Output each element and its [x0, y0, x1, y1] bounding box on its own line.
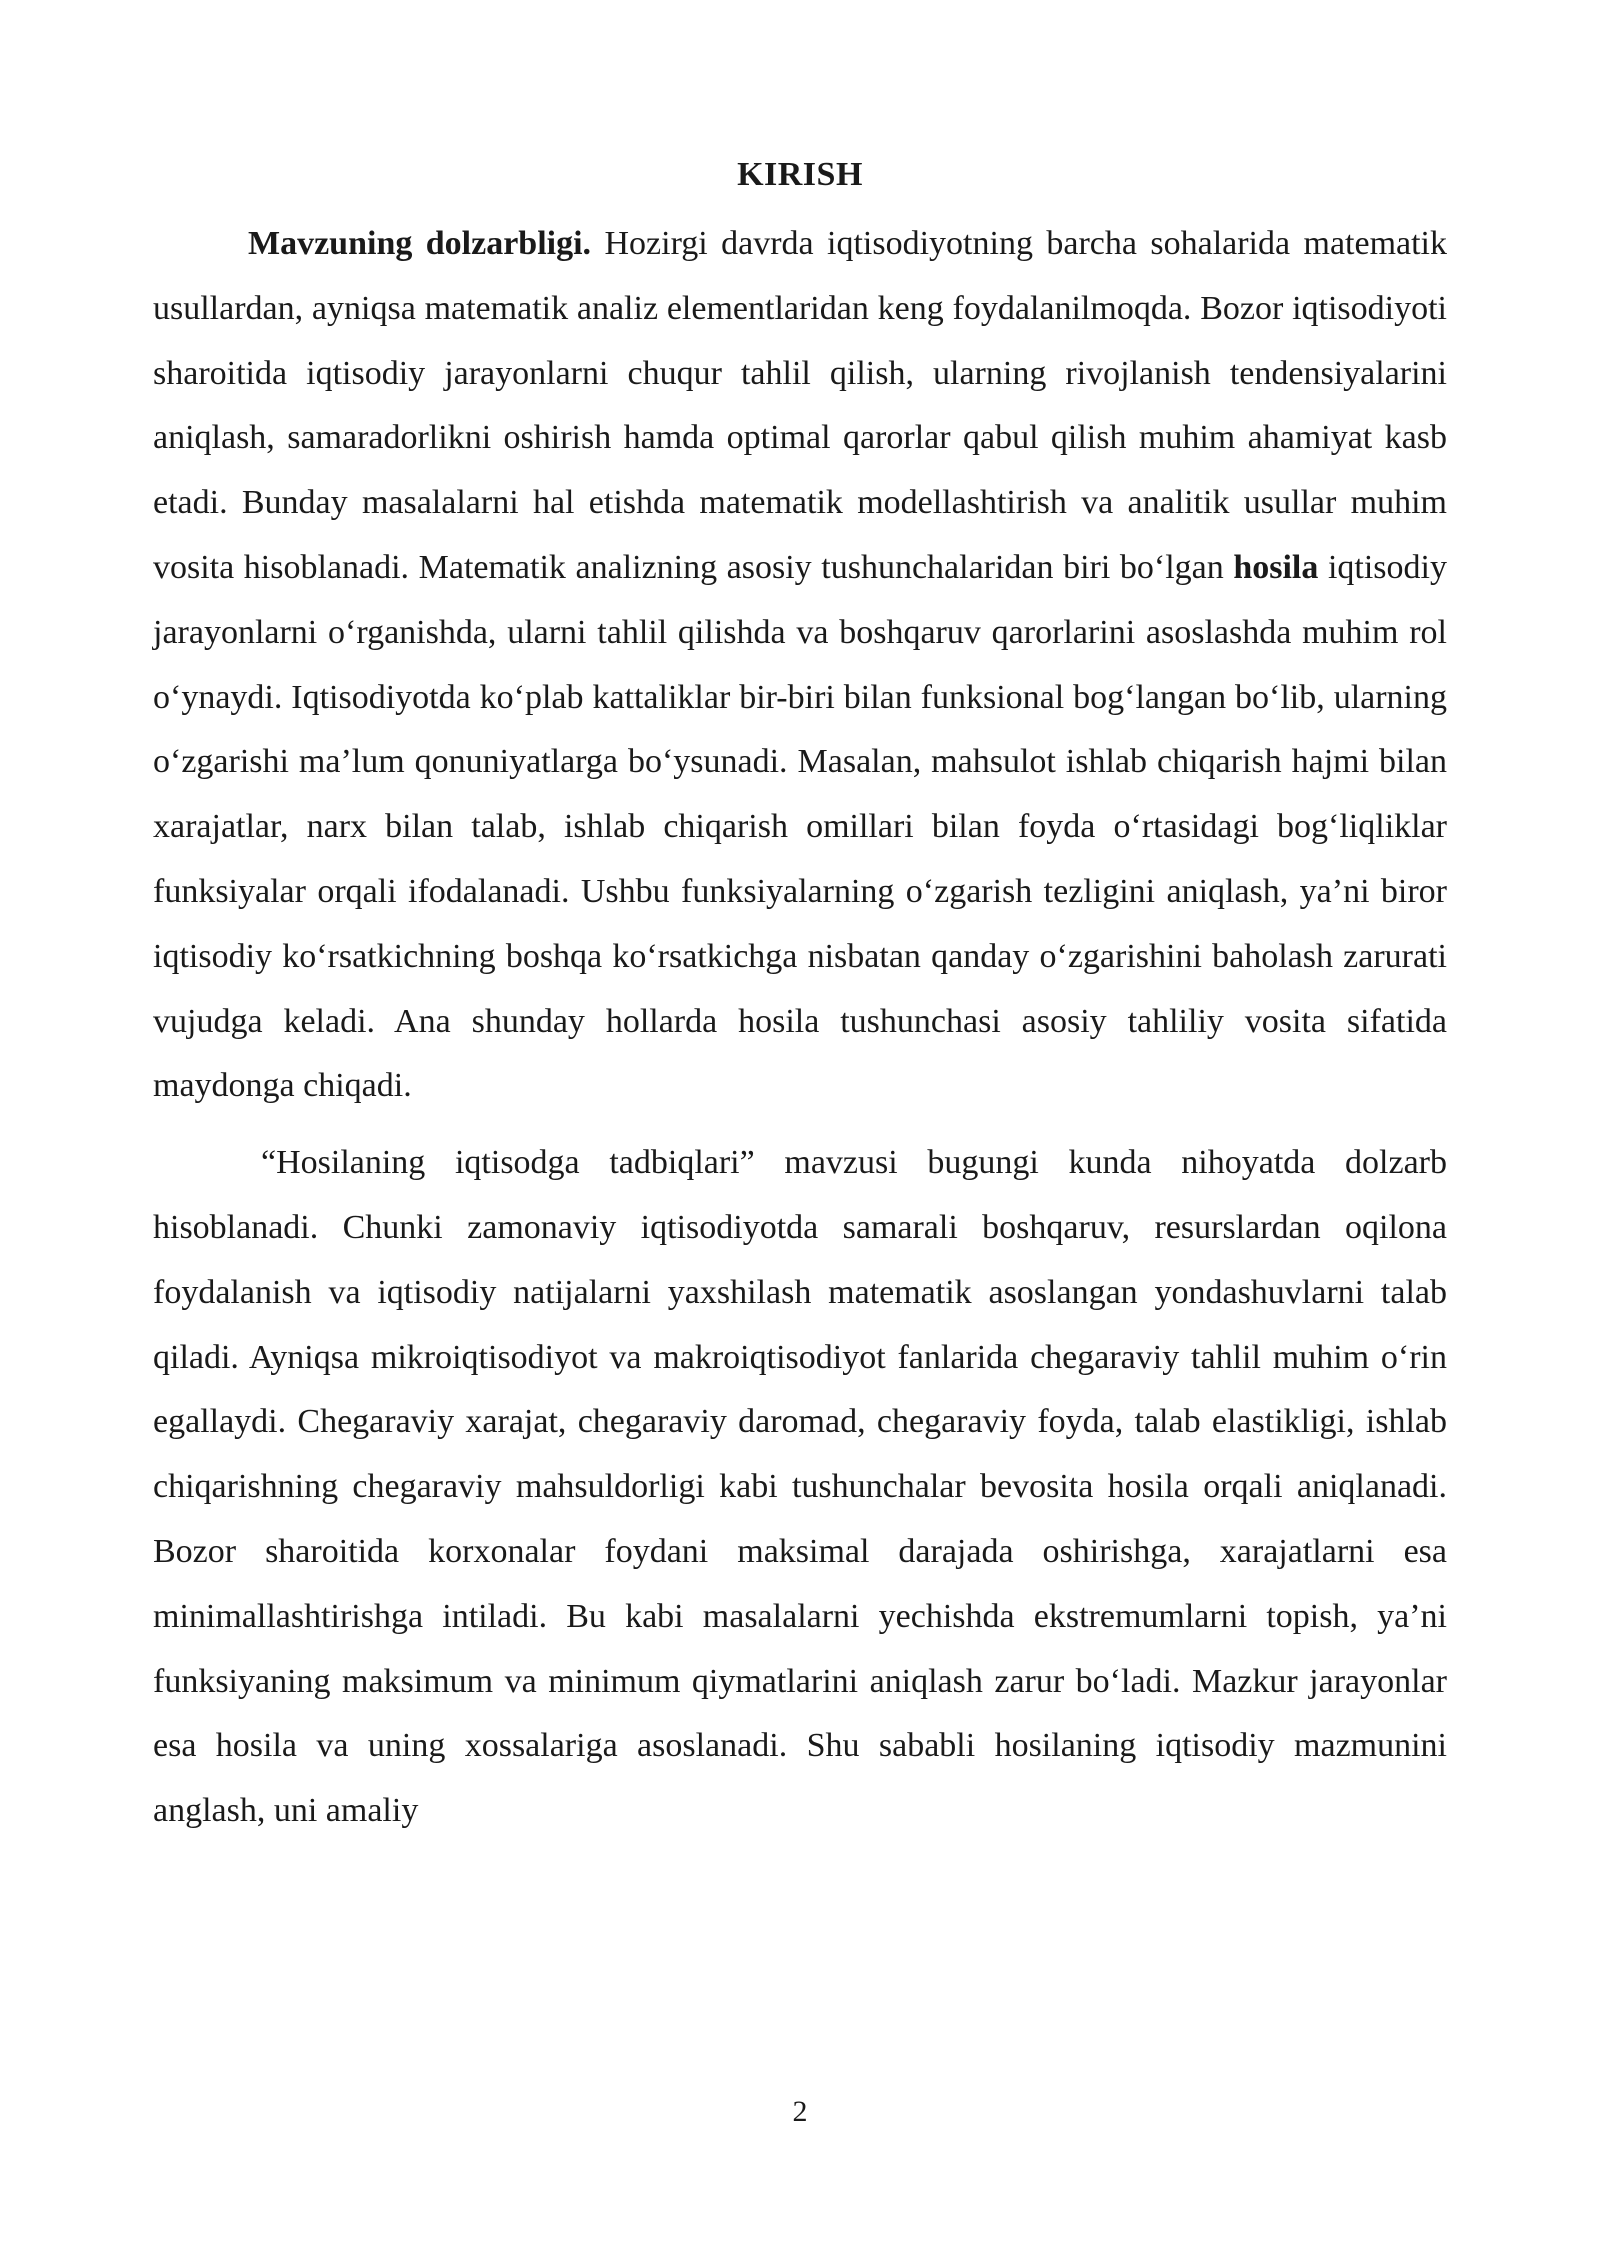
paragraph-text: Hozirgi davrda iqtisodiyotning barcha sohalarida matematik usullardan, ayniqsa matematik analiz elementlaridan keng foydalanilmoqda. Bozor iqtisodiyoti sharoitida iqtisodiy jarayonlarni chuqur tahlil qilish, ularning rivojlanish tendensiyalarini aniqlash, samaradorlikni oshirish hamda optimal qarorlar qabul qilish muhim ahamiyat kasb etadi. Bunday masalalarni hal etishda matematik modellashtirish va analitik usullar muhim vosita hisoblanadi. Matematik analizning asosiy tushunchalaridan biri bo‘lgan	[153, 225, 1448, 586]
bold-term: hosila	[1233, 548, 1319, 586]
page-number: 2	[792, 2095, 808, 2128]
paragraph-text: iqtisodiy jarayonlarni o‘rganishda, ularni tahlil qilishda va boshqaruv qarorlarini asoslashda muhim rol o‘ynaydi. Iqtisodiyotda ko‘plab kattaliklar bir-biri bilan funksional bog‘langan bo‘lib, ularning o‘zgarishi ma’lum qonuniyatlarga bo‘ysunadi. Masalan, mahsulot ishlab chiqarish hajmi bilan xarajatlar, narx bilan talab, ishlab chiqarish omillari bilan foyda o‘rtasidagi bog‘liqliklar funksiyalar orqali ifodalanadi. Ushbu funksiyalarning o‘zgarish tezligini aniqlash, ya’ni biror iqtisodiy ko‘rsatkichning boshqa ko‘rsatkichga nisbatan qanday o‘zgarishini baholash zarurati vujudga keladi. Ana shunday hollarda hosila tushunchasi asosiy tahliliy vosita sifatida maydonga chiqadi.	[153, 548, 1447, 1105]
page-content	[153, 150, 1447, 1844]
section-heading: KIRISH	[737, 156, 863, 193]
paragraph-lead: Mavzuning dolzarbligi.	[248, 225, 592, 262]
paragraph-relevance	[153, 212, 1447, 1119]
paragraph-topic: “Hosilaning iqtisodga tadbiqlari” mavzusi bugungi kunda nihoyatda dolzarb hisoblanadi. Chunki zamonaviy iqtisodiyotda samarali boshqaruv, resurslardan oqilona foydalanish va iqtisodiy natijalarni yaxshilash matematik asoslangan yondashuvlarni talab qiladi. Ayniqsa mikroiqtisodiyot va makroiqtisodiyot fanlarida chegaraviy tahlil muhim o‘rin egallaydi. Chegaraviy xarajat, chegaraviy daromad, chegaraviy foyda, talab elastikligi, ishlab chiqarishning chegaraviy mahsuldorligi kabi tushunchalar bevosita hosila orqali aniqlanadi. Bozor sharoitida korxonalar foydani maksimal darajada oshirishga, xarajatlarni esa minimallashtirishga intiladi. Bu kabi masalalarni yechishda ekstremumlarni topish, ya’ni funksiyaning maksimum va minimum qiymatlarini aniqlash zarur bo‘ladi. Mazkur jarayonlar esa hosila va uning xossalariga asoslanadi. Shu sababli hosilaning iqtisodiy mazmunini anglash, uni amaliy	[153, 1144, 1447, 1830]
